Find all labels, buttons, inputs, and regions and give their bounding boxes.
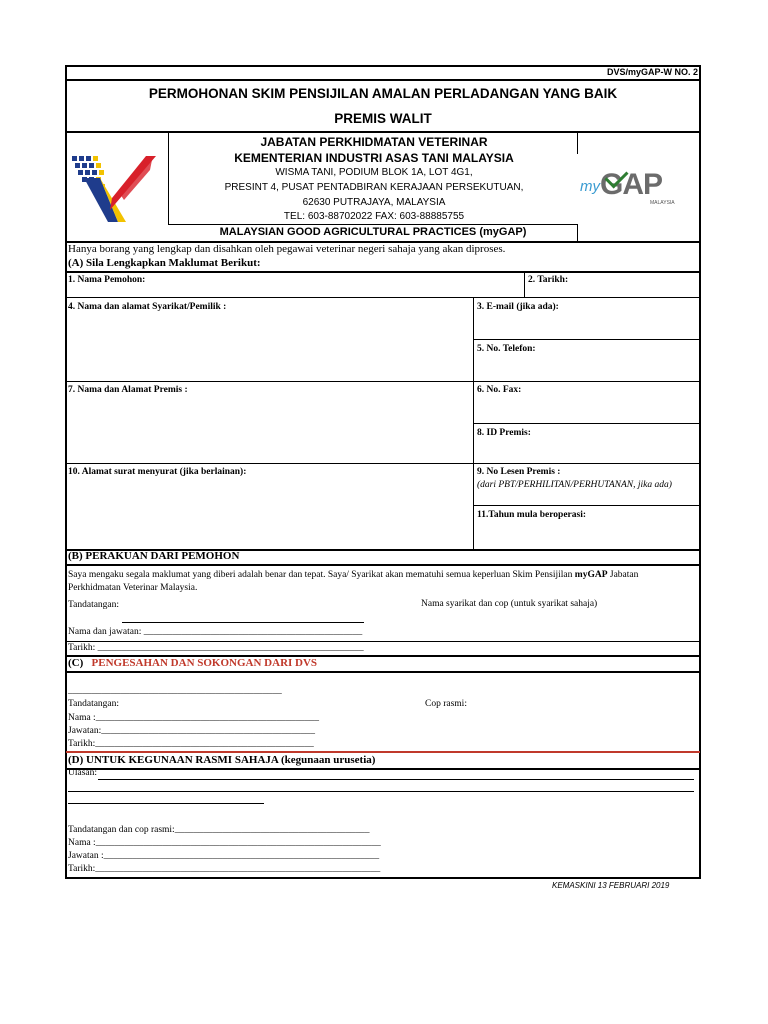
section-b-heading: (B) PERAKUAN DARI PEMOHON — [68, 550, 240, 562]
section-d-heading: (D) UNTUK KEGUNAAN RASMI SAHAJA (kegunaan urusetia) — [68, 754, 376, 766]
remarks-line-3 — [68, 803, 264, 804]
dvs-name-field: Nama :_______________________________________________ — [68, 713, 319, 723]
dvs-position-field: Jawatan:_____________________________________________ — [68, 726, 315, 736]
agency-address-2: PRESINT 4, PUSAT PENTADBIRAN KERAJAAN PERSEKUTUAN, — [224, 182, 524, 193]
agency-address-3: 62630 PUTRAJAYA, MALAYSIA — [302, 197, 446, 208]
mygap-logo: my GAP MALAYSIA — [580, 168, 695, 208]
revision-footer: KEMASKINI 13 FEBRUARI 2019 — [552, 881, 670, 890]
agency-ministry: KEMENTERIAN INDUSTRI ASAS TANI MALAYSIA — [234, 151, 514, 165]
agency-contact: TEL: 603-88702022 FAX: 603-88885755 — [283, 211, 465, 222]
official-date-field: Tarikh:____________________________________________________________ — [68, 864, 381, 874]
agency-address-1: WISMA TANI, PODIUM BLOK 1A, LOT 4G1, — [275, 167, 473, 178]
field-label-mailing-address: 10. Alamat surat menyurat (jika berlainan): — [68, 467, 247, 477]
divider — [66, 671, 700, 673]
divider — [473, 339, 700, 340]
dvs-signature-label: Tandatangan: — [68, 699, 120, 709]
divider — [577, 224, 578, 241]
field-label-fax: 6. No. Fax: — [477, 385, 522, 395]
page-title: PERMOHONAN SKIM PENSIJILAN AMALAN PERLADANGAN YANG BAIK — [148, 86, 618, 101]
official-position-field: Jawatan :__________________________________________________________ — [68, 851, 380, 861]
agency-dept: JABATAN PERKHIDMATAN VETERINAR — [260, 135, 488, 149]
divider — [66, 131, 700, 133]
form-code: DVS/myGAP-W NO. 2 — [606, 67, 698, 77]
remarks-line-1 — [98, 779, 694, 780]
company-stamp-label: Nama syarikat dan cop (untuk syarikat sahaja) — [421, 599, 598, 609]
note-text: Hanya borang yang lengkap dan disahkan oleh pegawai veterinar negeri sahaja yang akan diproses. — [68, 243, 506, 255]
license-note: (dari PBT/PERHILITAN/PERHUTANAN, jika ada) — [477, 480, 672, 490]
official-sign-field: Tandatangan dan cop rasmi:_________________________________________ — [68, 825, 370, 835]
remarks-label: Ulasan: — [68, 768, 98, 778]
field-label-premise: 7. Nama dan Alamat Premis : — [68, 385, 188, 395]
divider — [66, 641, 700, 642]
field-label-email: 3. E-mail (jika ada): — [477, 302, 559, 312]
divider — [473, 423, 700, 424]
divider — [66, 381, 700, 382]
field-label-license: 9. No Lesen Premis : — [477, 467, 561, 477]
program-title: MALAYSIAN GOOD AGRICULTURAL PRACTICES (myGAP) — [219, 226, 527, 238]
field-label-year-operation: 11.Tahun mula beroperasi: — [477, 510, 587, 520]
government-logo — [70, 148, 160, 226]
section-c-heading: (C) PENGESAHAN DAN SOKONGAN DARI DVS — [68, 657, 318, 669]
field-label-date: 2. Tarikh: — [528, 275, 569, 285]
divider — [66, 768, 700, 770]
divider — [66, 564, 700, 566]
declaration-text: Saya mengaku segala maklumat yang diberi adalah benar dan tepat. Saya/ Syarikat akan mematuhi semua keperluan Skim Pensijilan myGAP Jabatan — [68, 570, 639, 580]
dvs-stamp-label: Cop rasmi: — [425, 699, 467, 709]
field-label-premise-id: 8. ID Premis: — [477, 428, 531, 438]
date-field: Tarikh: ________________________________________________________ — [68, 643, 364, 653]
field-label-applicant-name: 1. Nama Pemohon: — [68, 275, 146, 285]
remarks-line-2 — [68, 791, 694, 792]
field-label-company: 4. Nama dan alamat Syarikat/Pemilik : — [68, 302, 227, 312]
field-label-phone: 5. No. Telefon: — [477, 344, 536, 354]
divider-accent — [66, 751, 700, 753]
divider — [66, 297, 700, 298]
section-a-heading: (A) Sila Lengkapkan Maklumat Berikut: — [68, 257, 261, 269]
signature-label: Tandatangan: — [68, 600, 120, 610]
divider — [168, 132, 169, 224]
signature-line — [122, 622, 364, 623]
divider — [66, 463, 700, 464]
divider — [168, 224, 578, 225]
name-position-field: Nama dan jawatan: ______________________________________________ — [68, 627, 363, 637]
divider — [577, 132, 578, 154]
divider — [524, 271, 525, 297]
dvs-date-field: Tarikh:______________________________________________ — [68, 739, 314, 749]
declaration-text-2: Perkhidmatan Veterinar Malaysia. — [68, 583, 198, 593]
divider — [473, 505, 700, 506]
divider — [66, 271, 700, 273]
page-subtitle: PREMIS WALIT — [334, 111, 432, 126]
divider — [66, 79, 700, 81]
dvs-signature-line: _____________________________________________ — [68, 686, 282, 696]
official-name-field: Nama :____________________________________________________________ — [68, 838, 381, 848]
